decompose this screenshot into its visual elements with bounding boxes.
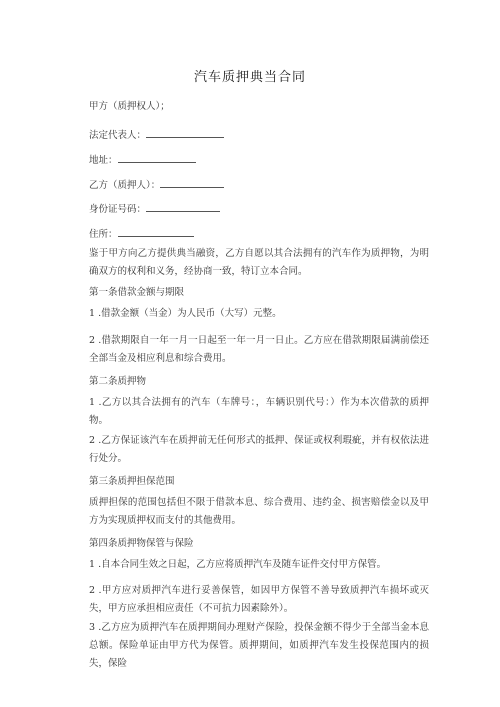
article2-clause1 xyxy=(73,394,429,430)
article4-clause3 xyxy=(73,619,429,673)
party-b-label: 乙方（质押人）： xyxy=(89,180,161,191)
document-title: 汽车质押典当合同 xyxy=(193,70,306,85)
article4-clause2-text: 2 .甲方应对质押汽车进行妥善保管，如因甲方保管不善导致质押汽车损坏或灭失，甲方应承担相应责任（不可抗力因素除外）。 xyxy=(89,585,429,614)
preamble-paragraph xyxy=(73,245,429,281)
article3-body-text: 质押担保的范围包括但不限于借款本息、综合费用、违约金、损害赔偿金以及甲方为实现质押权而支付的其他费用。 xyxy=(89,497,429,526)
address-label: 地址： xyxy=(89,155,118,166)
legal-rep-label: 法定代表人： xyxy=(89,130,147,141)
id-number-blank xyxy=(146,202,220,212)
address-blank xyxy=(118,153,196,163)
article1-clause2 xyxy=(73,332,429,368)
article4-clause3-text: 3 .乙方应为质押汽车在质押期间办理财产保险，投保金额不得少于全部当金本息总额。保险单证由甲方代为保管。质押期间，如质押汽车发生投保范围内的损失，保险 xyxy=(89,622,429,669)
article1-clause1 xyxy=(73,305,429,323)
legal-rep-blank xyxy=(146,128,224,138)
preamble-text: 鉴于甲方向乙方提供典当融资，乙方自愿以其合法拥有的汽车作为质押物，为明确双方的权利和义务，经协商一致，特订立本合同。 xyxy=(89,248,429,277)
article4-heading: 第四条质押物保管与保险 xyxy=(89,538,194,549)
article2-clause1-text: 1 .乙方以其合法拥有的汽车（车牌号：，车辆识别代号：）作为本次借款的质押物。 xyxy=(89,397,429,426)
party-a-label: 甲方（质押权人）； xyxy=(89,101,170,112)
residence-line xyxy=(89,227,194,240)
article2-clause2 xyxy=(73,432,429,468)
residence-label: 住所： xyxy=(89,229,118,240)
article4-clause1 xyxy=(73,556,429,574)
id-number-label: 身份证号码： xyxy=(89,204,147,215)
article1-heading: 第一条借款金额与期限 xyxy=(89,287,185,298)
id-number-line xyxy=(89,202,220,215)
party-b-blank xyxy=(160,178,224,188)
article1-clause2-text: 2 .借款期限自一年一月一日起至一年一月一日止。乙方应在借款期限届满前偿还全部当金及相应利息和综合费用。 xyxy=(89,335,429,364)
article1-clause1-text: 1 .借款金额（当金）为人民币（大写）元整。 xyxy=(89,308,282,319)
article2-clause2-text: 2 .乙方保证该汽车在质押前无任何形式的抵押、保证或权利瑕疵，并有权依法进行处分。 xyxy=(89,435,429,464)
address-line xyxy=(89,153,196,166)
article4-clause1-text: 1 .自本合同生效之日起，乙方应将质押汽车及随车证件交付甲方保管。 xyxy=(89,559,387,570)
residence-blank xyxy=(118,227,194,237)
article3-body xyxy=(73,494,429,530)
article3-heading: 第三条质押担保范围 xyxy=(89,476,175,487)
party-b-line xyxy=(89,178,224,191)
legal-rep-line xyxy=(89,128,224,141)
article2-heading: 第二条质押物 xyxy=(89,376,147,387)
article4-clause2 xyxy=(73,582,429,618)
